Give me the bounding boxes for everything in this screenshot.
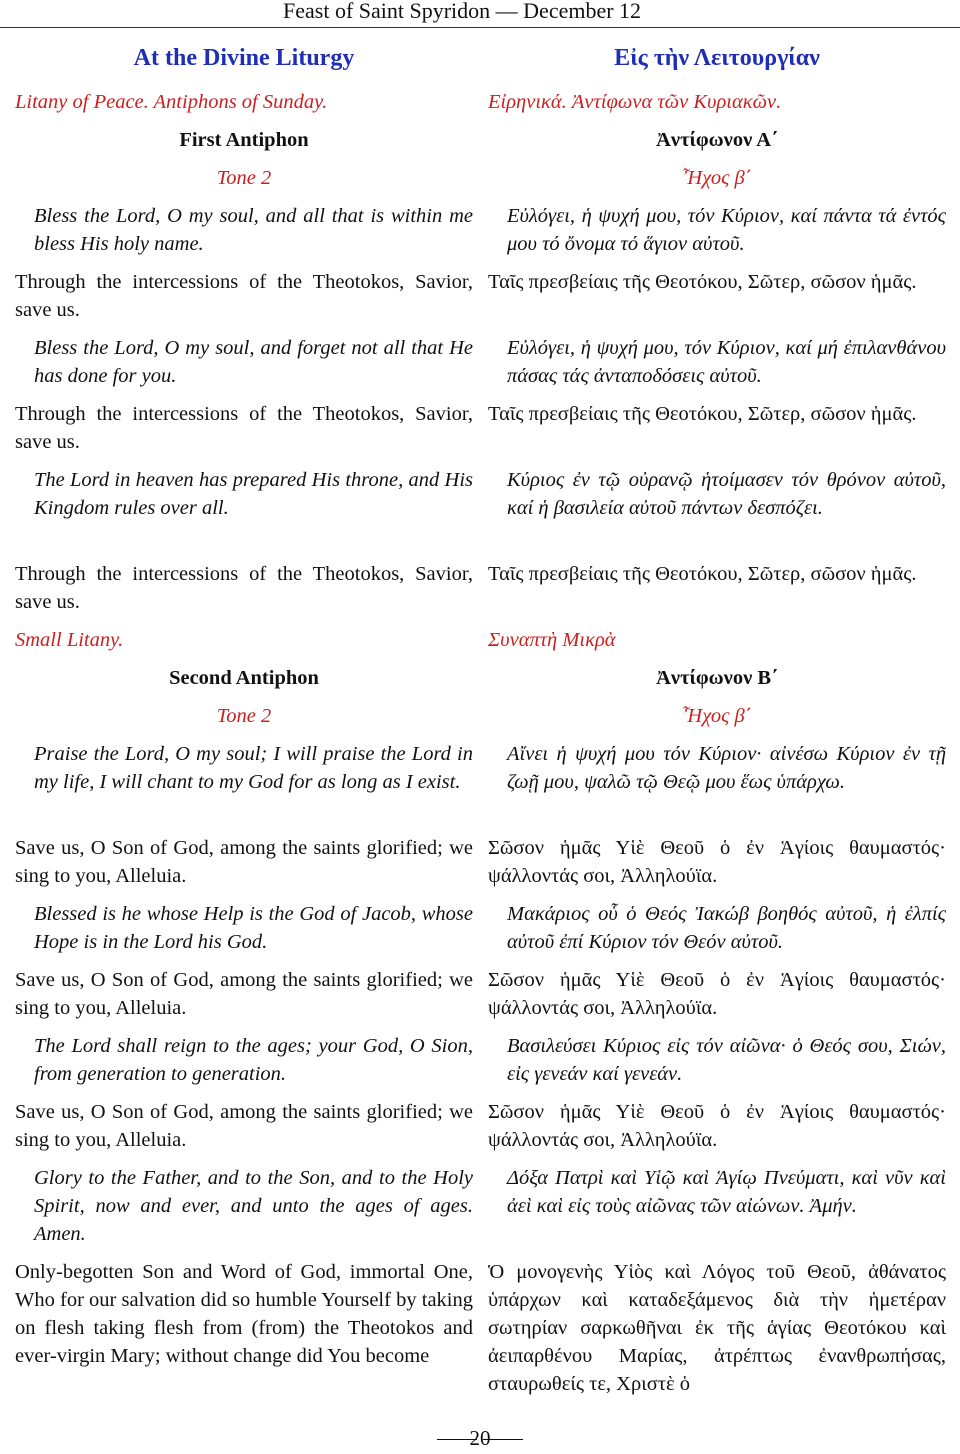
english-antiphon2-tone: Tone 2 [216, 705, 272, 727]
page-footer [0, 1424, 960, 1452]
english-antiphon2-heading: Second Antiphon [169, 667, 319, 689]
english-antiphon2-verse1: Praise the Lord, O my soul; I will praise the Lord in my life, I will chant to my God for as long as I exist. [34, 743, 473, 793]
greek-antiphon2-refrain: Σῶσον ἡμᾶς Υἱὲ Θεοῦ ὁ ἐν Ἁγίοις θαυμαστός· ψάλλοντάς σοι, Ἀλληλούϊα. [488, 969, 946, 1019]
english-antiphon2-doxology: Glory to the Father, and to the Son, and to the Holy Spirit, now and ever, and unto the ages of ages. Amen. [34, 1167, 473, 1245]
english-antiphon1-verse3: The Lord in heaven has prepared His throne, and His Kingdom rules over all. [34, 469, 473, 519]
greek-rubric-litany: Εἰρηνικά. Ἀντίφωνα τῶν Κυριακῶν. [488, 91, 782, 113]
greek-antiphon1-refrain: Ταῖς πρεσβείαις τῆς Θεοτόκου, Σῶτερ, σῶσον ἡμᾶς. [488, 403, 917, 425]
page-number: 20 [469, 1426, 491, 1450]
greek-antiphon1-refrain: Ταῖς πρεσβείαις τῆς Θεοτόκου, Σῶτερ, σῶσον ἡμᾶς. [488, 563, 917, 585]
greek-antiphon2-verse1: Αἴνει ἡ ψυχή μου τόν Κύριον· αἰνέσω Κύριον ἐν τῇ ζωῇ μου, ψαλῶ τῷ Θεῷ μου ἕως ὑπάρχω. [507, 743, 946, 793]
page-header [0, 0, 960, 30]
greek-antiphon2-doxology: Δόξα Πατρὶ καὶ Υἱῷ καὶ Ἁγίῳ Πνεύματι, καὶ νῦν καὶ ἀεὶ καὶ εἰς τοὺς αἰῶνας τῶν αἰώνων. Ἀμήν. [507, 1167, 946, 1217]
greek-hymn: Ὁ μονογενὴς Υἱὸς καὶ Λόγος τοῦ Θεοῦ, ἀθάνατος ὑπάρχων καὶ καταδεξάμενος διὰ τὴν ἡμετέραν σωτηρίαν σαρκωθῆναι ἐκ τῆς ἁγίας Θεοτόκου καὶ ἀειπαρθένου Μαρίας, ἀτρέπτως ἐνανθρωπήσας, σταυρωθείς τε, Χριστὲ ὁ [488, 1261, 946, 1395]
greek-antiphon2-tone: Ἦχος β΄ [682, 705, 752, 727]
header-title: Feast of Saint Spyridon — December 12 [283, 0, 642, 23]
greek-antiphon1-verse3: Κύριος ἐν τῷ οὐρανῷ ἡτοίμασεν τόν θρόνον αὐτοῦ, καί ἡ βασιλεία αὐτοῦ πάντων δεσπόζει. [507, 469, 946, 519]
greek-antiphon1-refrain: Ταῖς πρεσβείαις τῆς Θεοτόκου, Σῶτερ, σῶσον ἡμᾶς. [488, 271, 917, 293]
header-rule [0, 27, 960, 28]
greek-antiphon2-heading: Ἀντίφωνον Β΄ [656, 667, 778, 689]
greek-antiphon2-verse3: Βασιλεύσει Κύριος εἰς τόν αἰῶνα· ὁ Θεός σου, Σιών, εἰς γενεάν καί γενεάν. [507, 1035, 946, 1085]
greek-small-litany: Συναπτὴ Μικρὰ [488, 629, 616, 651]
english-antiphon1-tone: Tone 2 [216, 167, 272, 189]
english-antiphon1-heading: First Antiphon [179, 129, 309, 151]
english-antiphon1-verse2: Bless the Lord, O my soul, and forget not all that He has done for you. [34, 337, 473, 387]
greek-antiphon1-heading: Ἀντίφωνον Α΄ [656, 129, 778, 151]
english-antiphon1-refrain: Through the intercessions of the Theotokos, Savior, save us. [15, 271, 473, 321]
english-antiphon2-refrain: Save us, O Son of God, among the saints glorified; we sing to you, Alleluia. [15, 969, 473, 1019]
footer-rule-right [483, 1439, 523, 1440]
greek-antiphon1-verse1: Εὐλόγει, ἡ ψυχή μου, τόν Κύριον, καί πάντα τά ἐντός μου τό ὄνομα τό ἅγιον αὐτοῦ. [507, 205, 946, 255]
english-rubric-litany: Litany of Peace. Antiphons of Sunday. [15, 91, 328, 113]
english-antiphon1-refrain: Through the intercessions of the Theotokos, Savior, save us. [15, 403, 473, 453]
english-hymn: Only-begotten Son and Word of God, immortal One, Who for our salvation did so humble Yourself by taking on flesh taking flesh from (from) the Theotokos and ever-virgin Mary; without change did You become [15, 1261, 473, 1367]
english-antiphon1-verse1: Bless the Lord, O my soul, and all that is within me bless His holy name. [34, 205, 473, 255]
greek-antiphon2-verse2: Μακάριος οὗ ὁ Θεός Ἰακώβ βοηθός αὐτοῦ, ἡ ἐλπίς αὐτοῦ ἐπί Κύριον τόν Θεόν αὐτοῦ. [507, 903, 946, 953]
english-small-litany: Small Litany. [15, 629, 124, 651]
greek-title: Εἰς τὴν Λειτουργίαν [614, 45, 820, 71]
english-antiphon2-refrain: Save us, O Son of God, among the saints glorified; we sing to you, Alleluia. [15, 837, 473, 887]
english-antiphon2-verse2: Blessed is he whose Help is the God of Jacob, whose Hope is in the Lord his God. [34, 903, 473, 953]
english-antiphon2-refrain: Save us, O Son of God, among the saints glorified; we sing to you, Alleluia. [15, 1101, 473, 1151]
greek-antiphon1-verse2: Εὐλόγει, ἡ ψυχή μου, τόν Κύριον, καί μή ἐπιλανθάνου πάσας τάς ἀνταποδόσεις αὐτοῦ. [507, 337, 946, 387]
english-antiphon1-refrain: Through the intercessions of the Theotokos, Savior, save us. [15, 563, 473, 613]
greek-antiphon1-tone: Ἦχος β΄ [682, 167, 752, 189]
english-title: At the Divine Liturgy [133, 45, 355, 71]
greek-antiphon2-refrain: Σῶσον ἡμᾶς Υἱὲ Θεοῦ ὁ ἐν Ἁγίοις θαυμαστός· ψάλλοντάς σοι, Ἀλληλούϊα. [488, 837, 946, 887]
greek-antiphon2-refrain: Σῶσον ἡμᾶς Υἱὲ Θεοῦ ὁ ἐν Ἁγίοις θαυμαστός· ψάλλοντάς σοι, Ἀλληλούϊα. [488, 1101, 946, 1151]
english-antiphon2-verse3: The Lord shall reign to the ages; your God, O Sion, from generation to generation. [34, 1035, 473, 1085]
